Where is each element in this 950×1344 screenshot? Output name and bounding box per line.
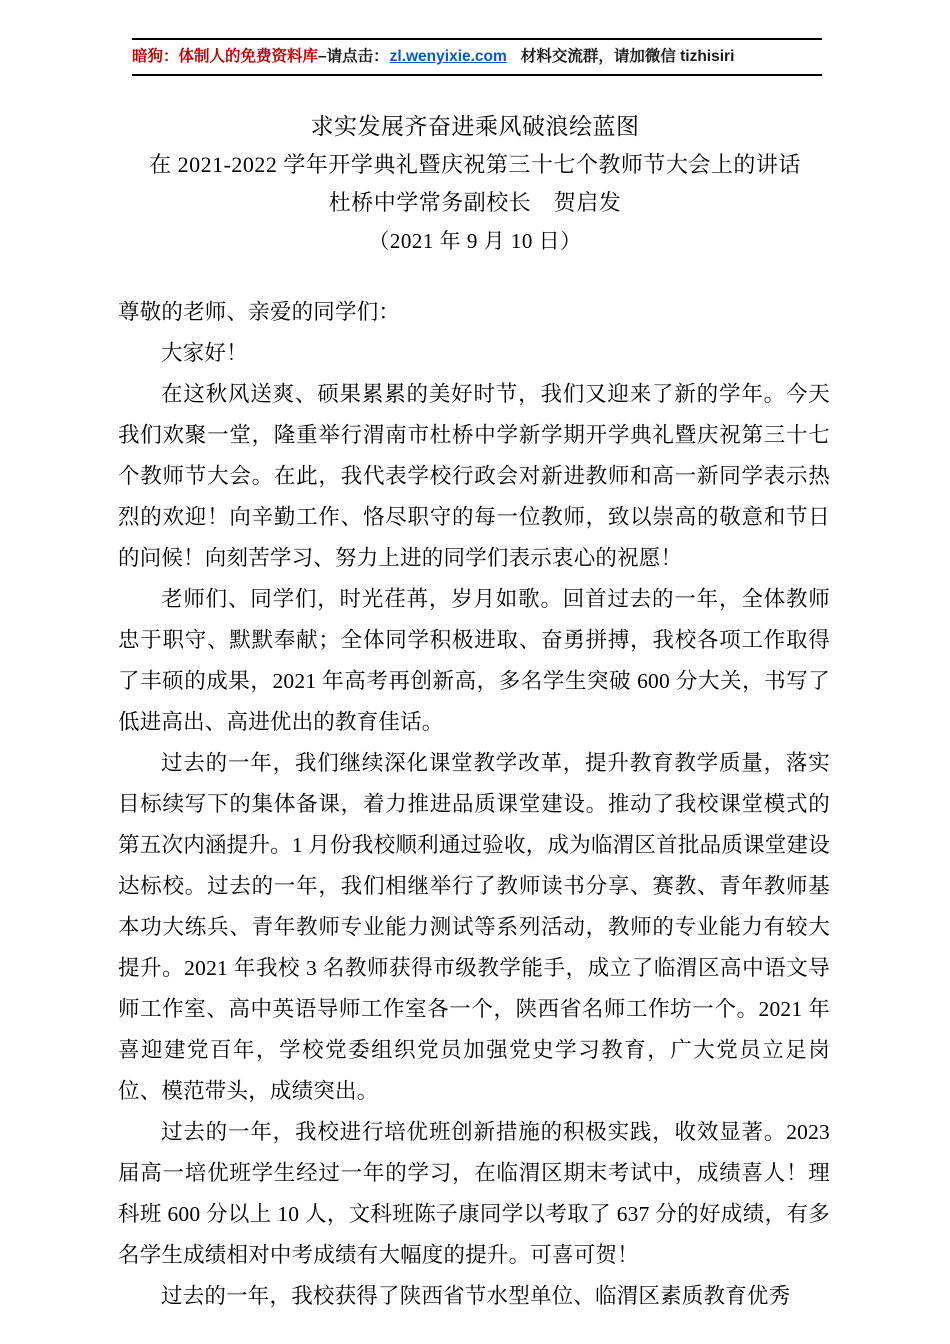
banner-link[interactable]: zl.wenyixie.com [389,48,507,66]
document-title: 求实发展齐奋进乘风破浪绘蓝图 [310,114,640,139]
paragraph: 过去的一年，我校获得了陕西省节水型单位、临渭区素质教育优秀 [161,1284,791,1308]
paragraph: 老师们、同学们，时光荏苒，岁月如歌。回首过去的一年，全体教师忠于职守、默默奉献；全体同学积极进取、奋勇拼搏，我校各项工作取得了丰硕的成果，2021 年高考再创新高，多名学生突破 600 分大关，书写了低进高出、高进优出的教育佳话。 [118,587,830,734]
paragraph: 在这秋风送爽、硕果累累的美好时节，我们又迎来了新的学年。今天我们欢聚一堂，隆重举行渭南市杜桥中学新学期开学典礼暨庆祝第三十七个教师节大会。在此，我代表学校行政会对新进教师和高一新同学表示热烈的欢迎！向辛勤工作、恪尽职守的每一位教师，致以崇高的敬意和节日的问候！向刻苦学习、努力上进的同学们表示衷心的祝愿！ [118,382,830,570]
paragraph-salutation: 尊敬的老师、亲爱的同学们： [118,300,401,324]
banner-dash-text: –请点击： [318,48,389,66]
promo-banner [132,38,822,76]
document-body [118,292,830,1317]
paragraph: 大家好！ [161,341,248,365]
banner-red-text: 暗狗：体制人的免费资料库 [132,48,319,66]
document-speaker: 杜桥中学常务副校长 贺启发 [328,190,622,215]
document-date: （2021 年 9 月 10 日） [368,229,582,253]
title-block [0,108,950,260]
banner-tail-text: 材料交流群，请加微信 tizhisiri [520,48,735,66]
paragraph: 过去的一年，我校进行培优班创新措施的积极实践，收效显著。2023 届高一培优班学生经过一年的学习，在临渭区期末考试中，成绩喜人！理科班 600 分以上 10 人，文科班陈子康同学以考取了 637 分的好成绩，有多名学生成绩相对中考成绩有大幅度的提升。可喜可贺！ [118,1120,830,1267]
document-subtitle: 在 2021-2022 学年开学典礼暨庆祝第三十七个教师节大会上的讲话 [149,152,801,177]
paragraph: 过去的一年，我们继续深化课堂教学改革，提升教育教学质量，落实目标续写下的集体备课，着力推进品质课堂建设。推动了我校课堂模式的第五次内涵提升。1 月份我校顺利通过验收，成为临渭区首批品质课堂建设达标校。过去的一年，我们相继举行了教师读书分享、赛教、青年教师基本功大练兵、青年教师专业能力测试等系列活动，教师的专业能力有较大提升。2021 年我校 3 名教师获得市级教学能手，成立了临渭区高中语文导师工作室、高中英语导师工作室各一个，陕西省名师工作坊一个。2021 年喜迎建党百年，学校党委组织党员加强党史学习教育，广大党员立足岗位、模范带头，成绩突出。 [118,751,830,1103]
